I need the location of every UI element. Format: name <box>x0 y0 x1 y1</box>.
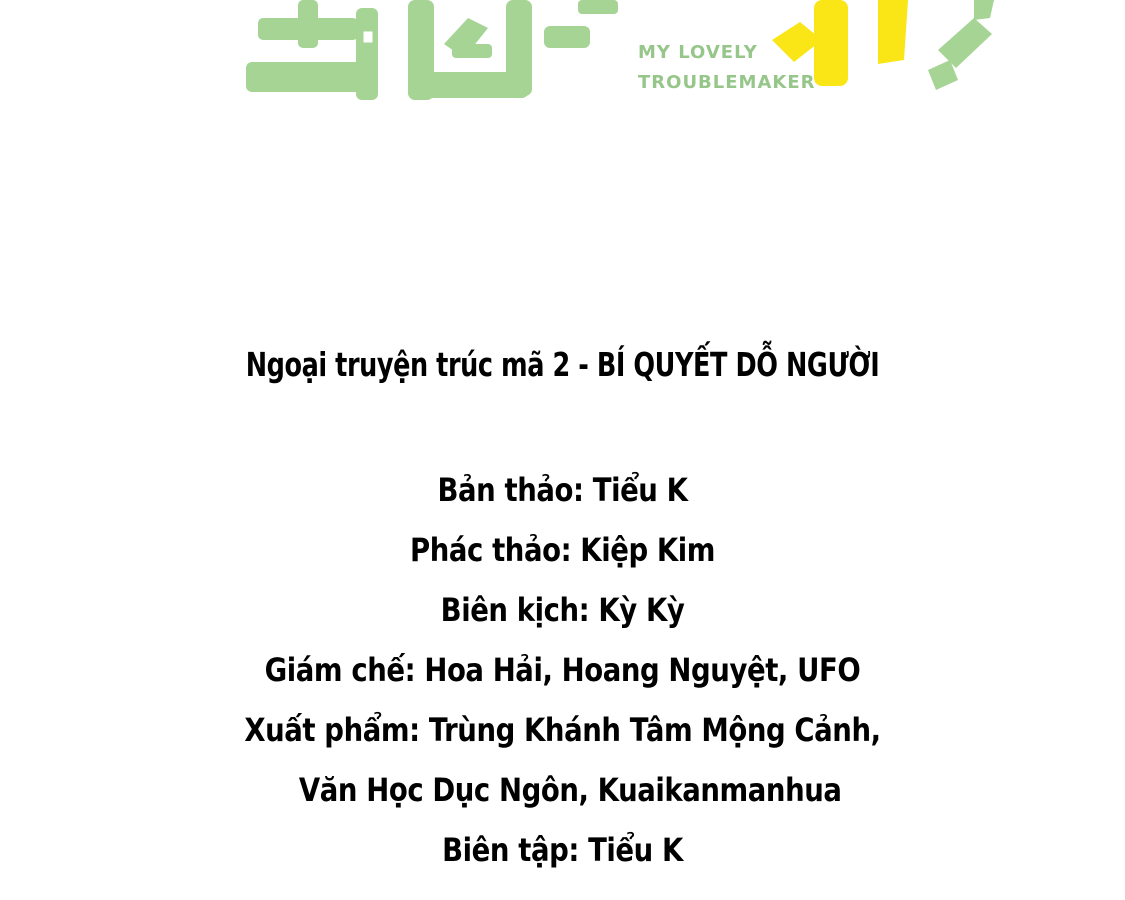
spacer <box>0 400 1125 460</box>
logo-stroke <box>938 18 992 68</box>
logo-stroke <box>578 0 618 14</box>
logo-subtitle-line2: TROUBLEMAKER <box>638 72 816 93</box>
logo-stroke <box>452 44 492 58</box>
credits-block <box>0 330 1125 880</box>
logo-stroke <box>246 62 366 92</box>
credit-line-editor: Biên tập: Tiểu K <box>442 831 683 869</box>
credit-line-script: Biên kịch: Kỳ Kỳ <box>440 591 685 629</box>
logo-stroke <box>298 0 318 48</box>
logo-stroke <box>974 0 994 20</box>
logo-stroke <box>878 0 908 64</box>
logo-subtitle <box>638 38 816 98</box>
logo-subtitle-line1: MY LOVELY <box>638 42 758 63</box>
logo-stroke <box>544 26 590 48</box>
series-logo <box>238 0 1008 110</box>
credit-line-draft: Bản thảo: Tiểu K <box>437 471 688 509</box>
logo-stroke <box>362 30 374 44</box>
credit-line-sketch: Phác thảo: Kiệp Kim <box>409 531 716 569</box>
credit-line-publisher: Xuất phẩm: Trùng Khánh Tâm Mộng Cảnh, <box>244 711 881 749</box>
logo-stroke <box>506 0 532 96</box>
logo-stroke <box>814 0 848 86</box>
logo-artwork <box>238 0 1008 110</box>
logo-stroke <box>356 8 378 100</box>
chapter-title: Ngoại truyện trúc mã 2 - BÍ QUYẾT DỖ NGƯỜI <box>245 345 880 384</box>
credit-line-supervisor: Giám chế: Hoa Hải, Hoang Nguyệt, UFO <box>264 651 861 689</box>
credit-line-publisher-cont: Văn Học Dục Ngôn, Kuaikanmanhua <box>298 771 842 809</box>
